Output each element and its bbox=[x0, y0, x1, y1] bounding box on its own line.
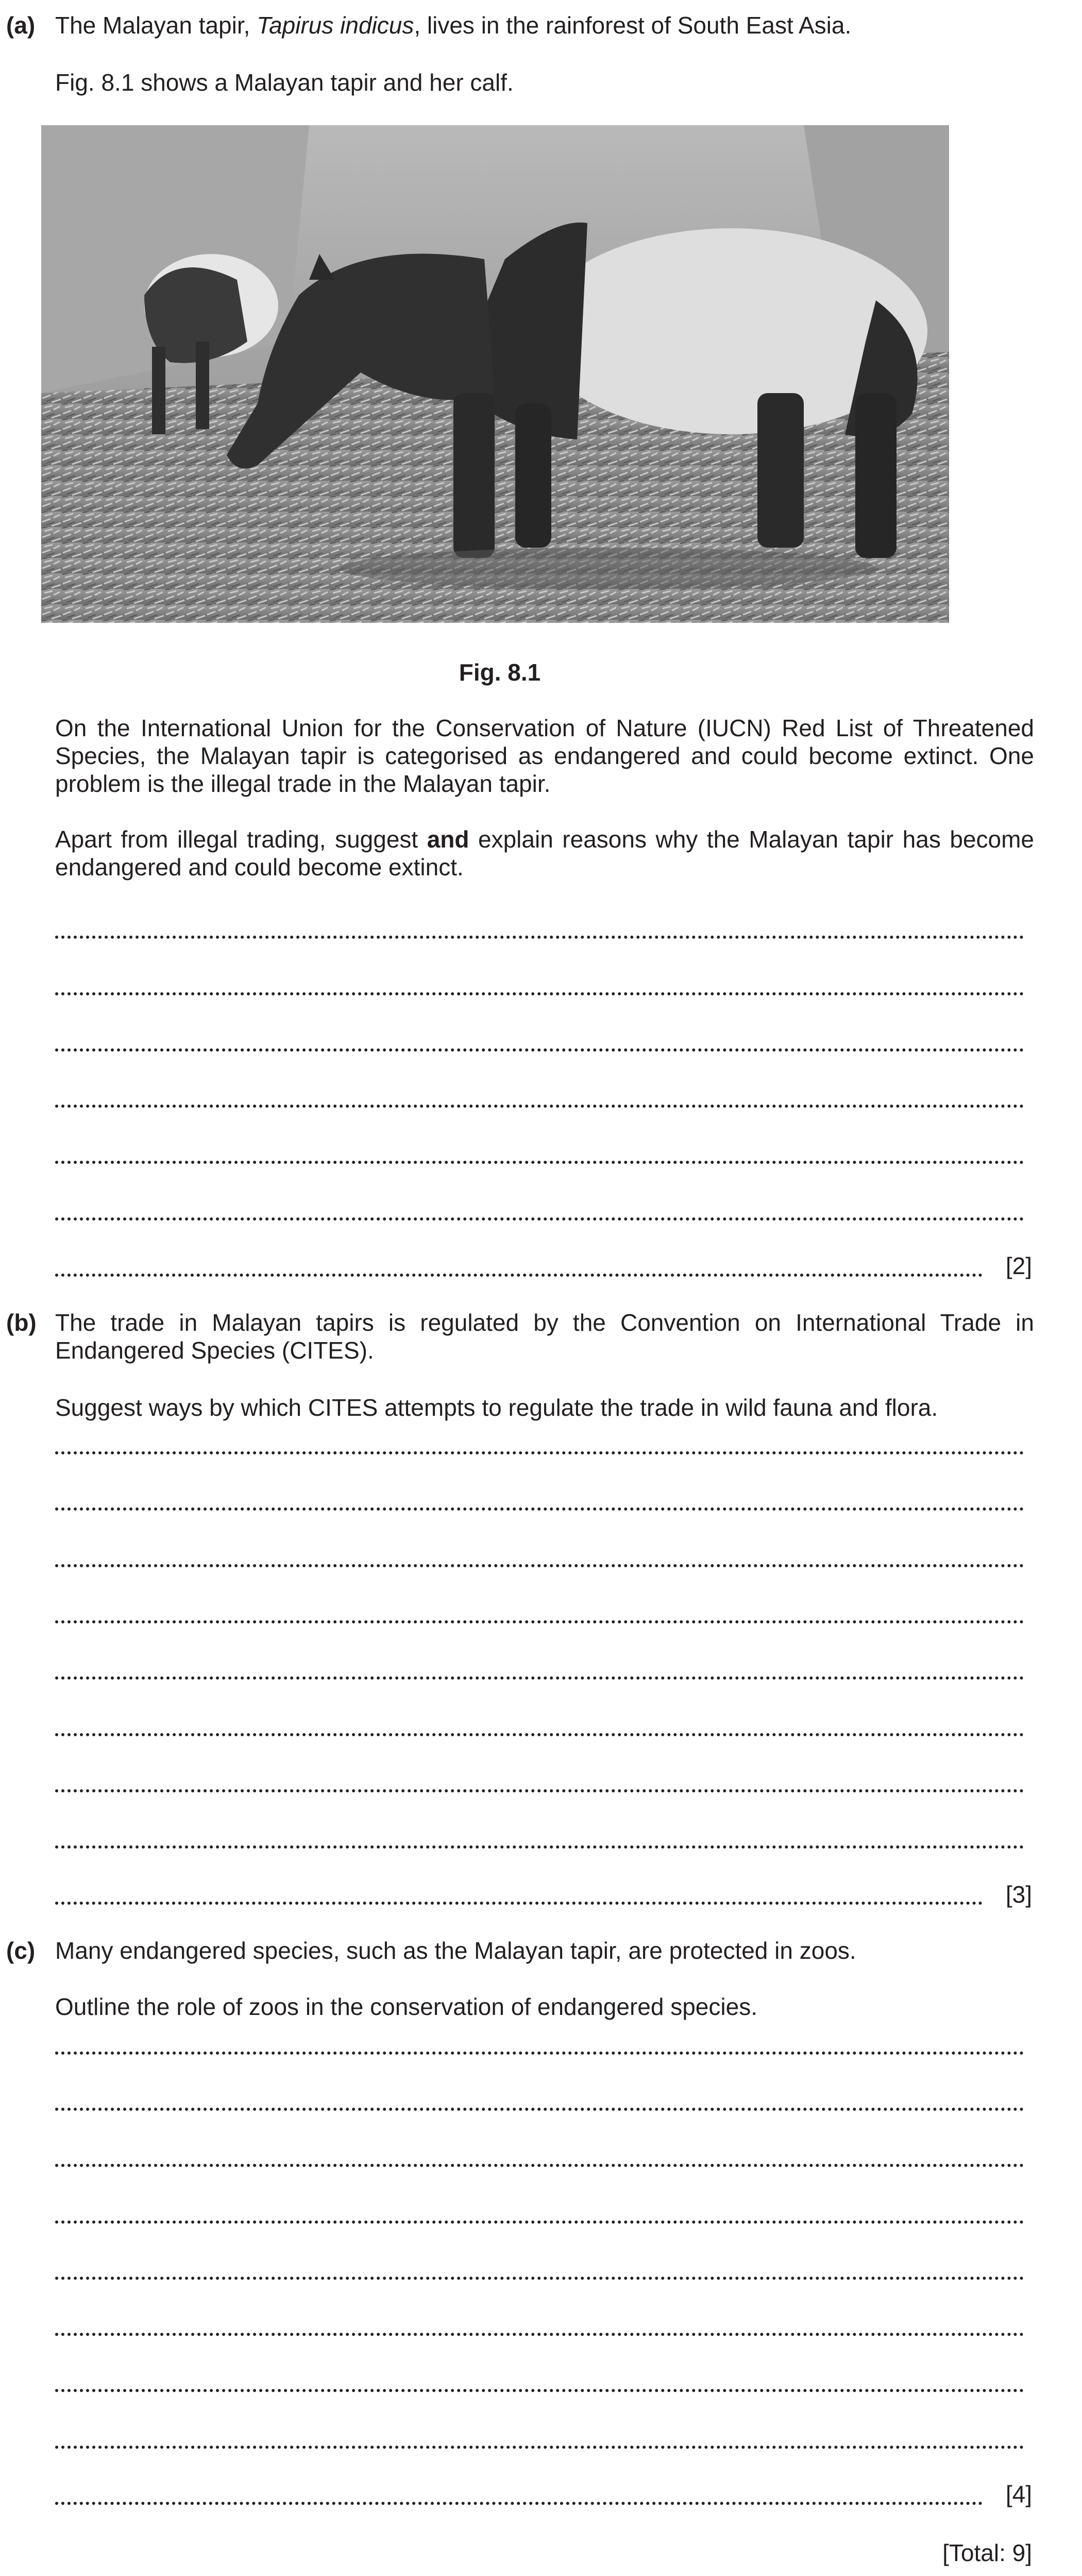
answer-line[interactable] bbox=[55, 2210, 1024, 2224]
answer-line[interactable] bbox=[55, 925, 1024, 939]
tapir-photo bbox=[41, 125, 949, 623]
marks-a: [2] bbox=[1005, 1252, 1032, 1279]
fig-intro: Fig. 8.1 shows a Malayan tapir and her calf. bbox=[55, 69, 514, 96]
question-text-start: Apart from illegal trading, suggest bbox=[55, 826, 427, 853]
answer-line[interactable] bbox=[55, 1779, 1024, 1792]
answer-line[interactable] bbox=[55, 1038, 1024, 1052]
question-emphasis: and bbox=[427, 826, 469, 853]
figure-caption: Fig. 8.1 bbox=[459, 659, 541, 686]
answer-line[interactable] bbox=[55, 1610, 1024, 1623]
marks-c: [4] bbox=[1005, 2481, 1032, 2507]
part-c-label: (c) bbox=[6, 1937, 36, 1964]
intro-text-start: The Malayan tapir, bbox=[55, 12, 257, 39]
answer-line[interactable] bbox=[55, 1891, 983, 1905]
answer-line[interactable] bbox=[55, 2154, 1024, 2167]
tapir-photo-illustration bbox=[41, 125, 949, 623]
answer-line[interactable] bbox=[55, 1723, 1024, 1736]
intro-text-end: , lives in the rainforest of South East Asia. bbox=[414, 12, 852, 39]
answer-line[interactable] bbox=[55, 1835, 1024, 1849]
part-b-question: Suggest ways by which CITES attempts to regulate the trade in wild fauna and flora. bbox=[55, 1394, 938, 1421]
answer-line[interactable] bbox=[55, 2323, 1024, 2336]
part-c-question: Outline the role of zoos in the conservation of endangered species. bbox=[55, 1993, 757, 2020]
answer-line[interactable] bbox=[55, 2379, 1024, 2392]
answer-line[interactable] bbox=[55, 982, 1024, 995]
answer-line[interactable] bbox=[55, 2041, 1024, 2055]
answer-line[interactable] bbox=[55, 1554, 1024, 1567]
answer-line[interactable] bbox=[55, 1263, 983, 1277]
answer-line[interactable] bbox=[55, 1441, 1024, 1454]
species-name: Tapirus indicus bbox=[257, 12, 414, 39]
question-text-end: explain reasons why the Malayan tapir has become endangered and could become extinct. bbox=[55, 826, 1034, 880]
iucn-paragraph: On the International Union for the Conservation of Nature (IUCN) Red List of Threatened Species, the Malayan tapir is categorised as endangered and could become extinct. One problem is the illegal trade in the Malayan tapir. bbox=[55, 715, 1034, 797]
part-a-intro bbox=[55, 11, 1034, 39]
answer-line[interactable] bbox=[55, 2492, 983, 2505]
answer-line[interactable] bbox=[55, 2266, 1024, 2280]
part-b-intro: The trade in Malayan tapirs is regulated by the Convention on International Trade in Endangered Species (CITES). bbox=[55, 1309, 1034, 1364]
answer-line[interactable] bbox=[55, 1666, 1024, 1680]
part-b-label: (b) bbox=[6, 1309, 37, 1336]
answer-line[interactable] bbox=[55, 1150, 1024, 1164]
marks-b: [3] bbox=[1005, 1881, 1032, 1908]
part-a-label: (a) bbox=[6, 12, 36, 39]
answer-line[interactable] bbox=[55, 1094, 1024, 1108]
answer-line[interactable] bbox=[55, 1497, 1024, 1511]
total-marks: [Total: 9] bbox=[942, 2539, 1032, 2566]
answer-line[interactable] bbox=[55, 2097, 1024, 2111]
part-c-intro: Many endangered species, such as the Malayan tapir, are protected in zoos. bbox=[55, 1937, 856, 1964]
answer-line[interactable] bbox=[55, 2435, 1024, 2449]
part-a-question bbox=[55, 825, 1034, 881]
answer-line[interactable] bbox=[55, 1207, 1024, 1221]
